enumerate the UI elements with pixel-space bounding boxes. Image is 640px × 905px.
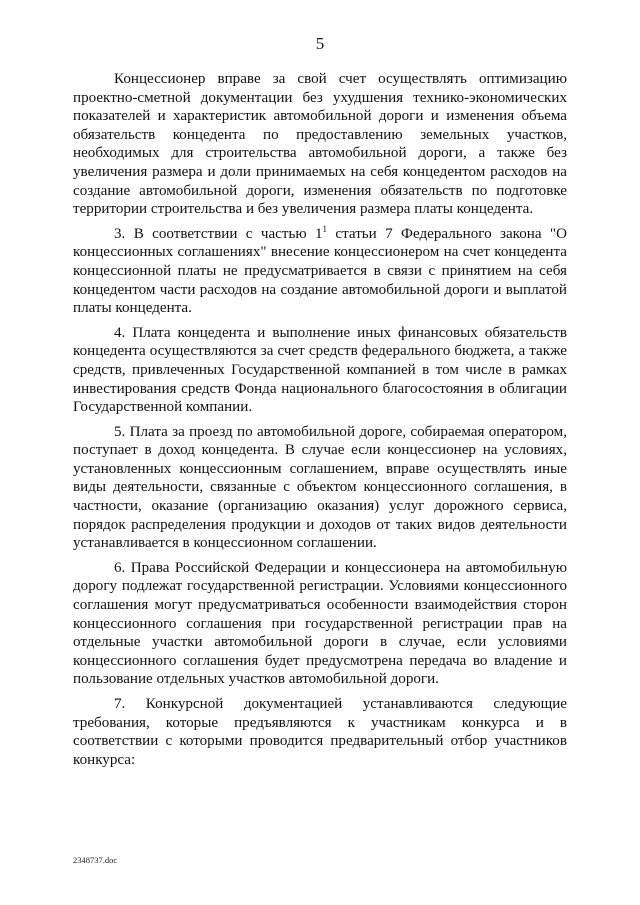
page-number: 5 (315, 34, 325, 53)
paragraph-3-superscript: 1 (322, 223, 328, 234)
document-file-id: 2348737.doc (73, 855, 118, 865)
document-body (73, 70, 567, 775)
paragraph-3-start: 3. В соответствии с частью 1 (114, 225, 323, 242)
paragraph-3-rest: статьи 7 Федерального закона "О концессионных соглашениях" внесение концессионером на счет концедента концессионной платы не предусматривается в связи с принятием на себя концедентом части расходов на создание автомобильной дороги и выплатой платы концедента. (73, 225, 567, 317)
paragraph-7: 7. Конкурсной документацией устанавливаются следующие требования, которые предъявляются к участникам конкурса и в соответствии с которыми проводится предварительный отбор участников конкурса: (73, 696, 567, 768)
paragraph-5: 5. Плата за проезд по автомобильной дороге, собираемая оператором, поступает в доход концедента. В случае если концессионер на условиях, установленных концессионным соглашением, вправе осуществлять иные виды деятельности, связанные с объектом концессионного соглашения, в частности, оказание (организацию оказания) услуг дорожного сервиса, порядок распределения продукции и доходов от таких видов деятельности устанавливается в концессионном соглашении. (73, 423, 567, 552)
paragraph-optimization: Концессионер вправе за свой счет осуществлять оптимизацию проектно-сметной документации без ухудшения технико-экономических показателей и характеристик автомобильной дороги и изменения объема обязательств концедента по предоставлению земельных участков, необходимых для строительства автомобильной дороги, а также без увеличения размера и доли принимаемых на себя концедентом расходов на создание автомобильной дороги, изменения обязательств по подготовке территории строительства и без увеличения размера платы концедента. (73, 71, 567, 218)
paragraph-6: 6. Права Российской Федерации и концессионера на автомобильную дорогу подлежат государственной регистрации. Условиями концессионного соглашения могут предусматриваться особенности взаимодействия сторон концессионного соглашения при государственной регистрации прав на отдельные участки автомобильной дороги в случае, если условиями концессионного соглашения будет предусмотрена передача во владение и пользование отдельных участков автомобильной дороги. (73, 559, 567, 688)
paragraph-4: 4. Плата концедента и выполнение иных финансовых обязательств концедента осуществляются за счет средств федерального бюджета, а также средств, привлеченных Государственной компанией в том числе в рамках инвестирования средств Фонда национального благосостояния в облигации Государственной компании. (73, 324, 567, 416)
paragraph-3 (73, 225, 567, 318)
